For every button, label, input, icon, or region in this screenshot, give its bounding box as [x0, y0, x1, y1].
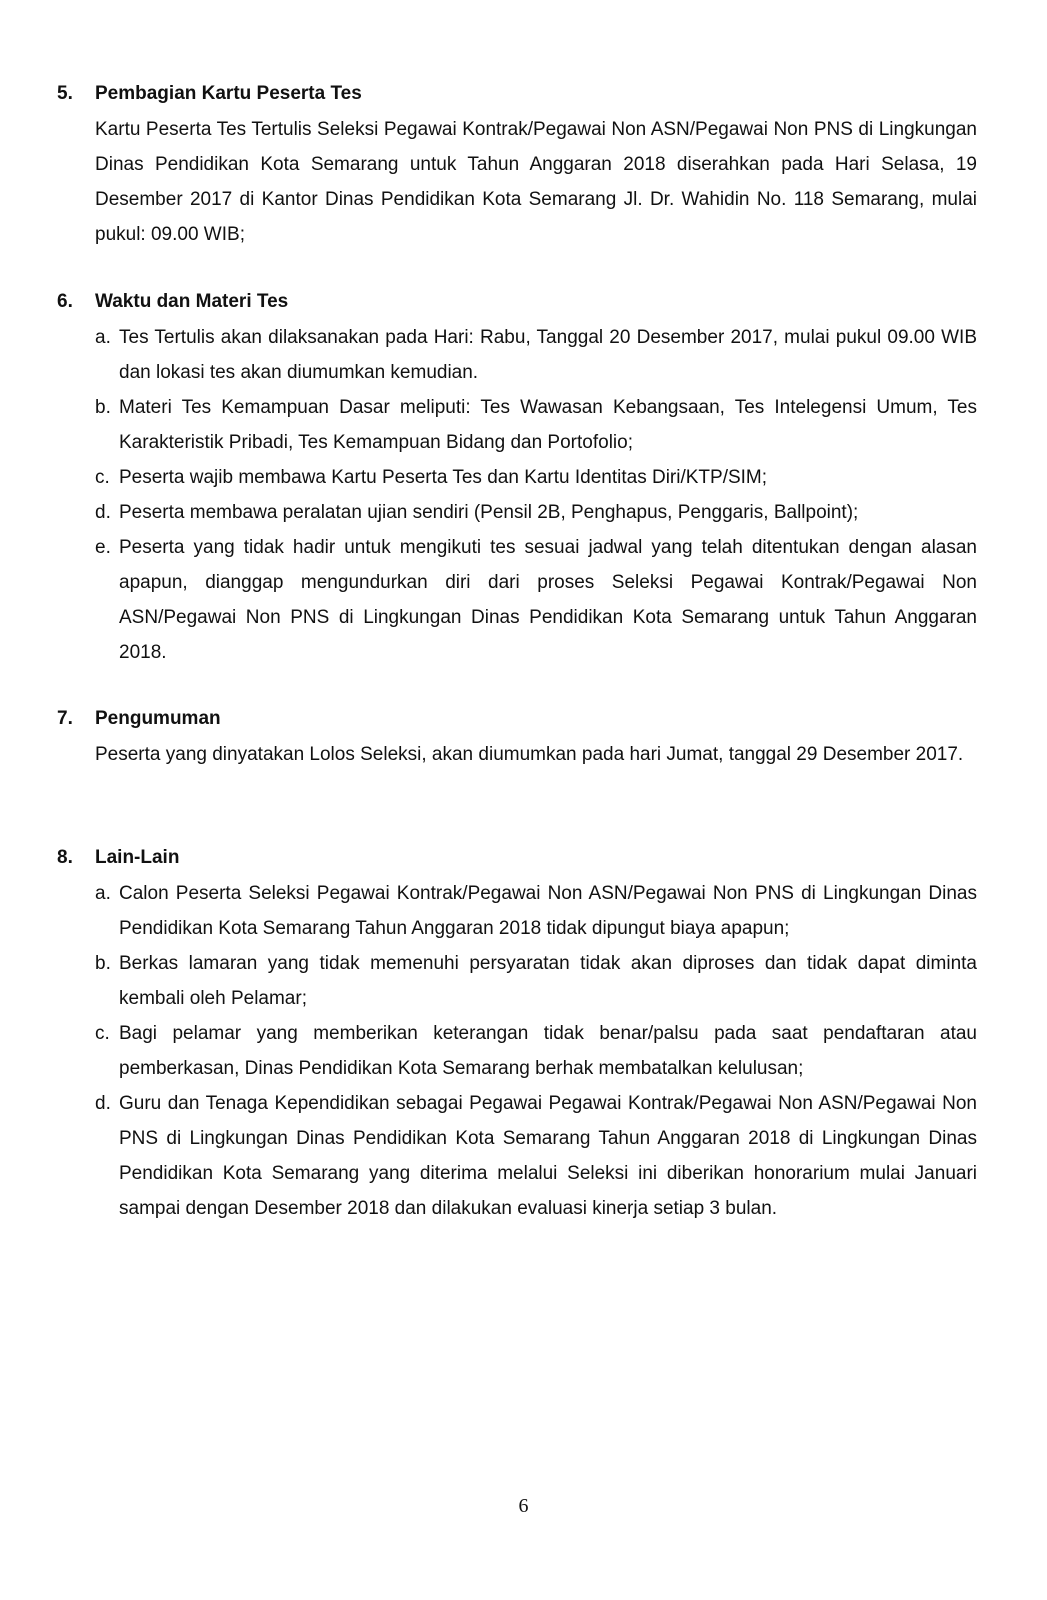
section-number: 5.	[57, 83, 73, 104]
list-item	[95, 1016, 977, 1086]
item-letter: e.	[95, 537, 111, 558]
section-heading	[57, 76, 977, 112]
item-text: Peserta wajib membawa Kartu Peserta Tes dan Kartu Identitas Diri/KTP/SIM;	[119, 467, 768, 488]
item-text: Calon Peserta Seleksi Pegawai Kontrak/Pegawai Non ASN/Pegawai Non PNS di Lingkungan Dinas Pendidikan Kota Semarang Tahun Anggaran 2018 tidak dipungut biaya apapun;	[119, 883, 977, 939]
item-text: Peserta yang tidak hadir untuk mengikuti tes sesuai jadwal yang telah ditentukan dengan alasan apapun, dianggap mengundurkan diri dari proses Seleksi Pegawai Kontrak/Pegawai Non ASN/Pegawai Non PNS di Lingkungan Dinas Pendidikan Kota Semarang untuk Tahun Anggaran 2018.	[119, 537, 977, 663]
item-letter: a.	[95, 327, 111, 348]
list-item	[95, 530, 977, 670]
list-item	[95, 460, 977, 495]
item-list	[95, 876, 977, 1226]
section-heading	[57, 701, 977, 737]
list-item	[95, 876, 977, 946]
item-letter: d.	[95, 502, 111, 523]
section-title: Waktu dan Materi Tes	[95, 291, 289, 312]
item-text: Bagi pelamar yang memberikan keterangan tidak benar/palsu pada saat pendaftaran atau pemberkasan, Dinas Pendidikan Kota Semarang berhak membatalkan kelulusan;	[119, 1023, 977, 1079]
item-letter: b.	[95, 397, 111, 418]
item-letter: c.	[95, 1023, 110, 1044]
section-heading	[57, 840, 977, 876]
page-number: 6	[518, 1495, 529, 1517]
section-number: 7.	[57, 708, 73, 729]
list-item	[95, 1086, 977, 1226]
item-letter: d.	[95, 1093, 111, 1114]
item-letter: a.	[95, 883, 111, 904]
section-title: Lain-Lain	[95, 847, 180, 868]
item-text: Materi Tes Kemampuan Dasar meliputi: Tes Wawasan Kebangsaan, Tes Intelegensi Umum, Tes Karakteristik Pribadi, Tes Kemampuan Bidang dan Portofolio;	[119, 397, 977, 453]
item-text: Tes Tertulis akan dilaksanakan pada Hari: Rabu, Tanggal 20 Desember 2017, mulai pukul 09.00 WIB dan lokasi tes akan diumumkan kemudian.	[119, 327, 977, 383]
section-5	[57, 76, 977, 252]
section-7	[57, 701, 977, 772]
section-number: 6.	[57, 291, 73, 312]
list-item	[95, 320, 977, 390]
list-item	[95, 946, 977, 1016]
section-number: 8.	[57, 847, 73, 868]
section-8	[57, 840, 977, 1226]
section-6	[57, 284, 977, 670]
item-text: Berkas lamaran yang tidak memenuhi persyaratan tidak akan diproses dan tidak dapat diminta kembali oleh Pelamar;	[119, 953, 977, 1009]
section-title: Pembagian Kartu Peserta Tes	[95, 83, 362, 104]
item-list	[95, 320, 977, 670]
section-title: Pengumuman	[95, 708, 221, 729]
section-paragraph: Peserta yang dinyatakan Lolos Seleksi, akan diumumkan pada hari Jumat, tanggal 29 Desember 2017.	[95, 744, 964, 765]
section-paragraph: Kartu Peserta Tes Tertulis Seleksi Pegawai Kontrak/Pegawai Non ASN/Pegawai Non PNS di Lingkungan Dinas Pendidikan Kota Semarang untuk Tahun Anggaran 2018 diserahkan pada Hari Selasa, 19 Desember 2017 di Kantor Dinas Pendidikan Kota Semarang Jl. Dr. Wahidin No. 118 Semarang, mulai pukul: 09.00 WIB;	[95, 119, 977, 245]
list-item	[95, 495, 977, 530]
item-text: Guru dan Tenaga Kependidikan sebagai Pegawai Pegawai Kontrak/Pegawai Non ASN/Pegawai Non PNS di Lingkungan Dinas Pendidikan Kota Semarang Tahun Anggaran 2018 di Lingkungan Dinas Pendidikan Kota Semarang yang diterima melalui Seleksi ini diberikan honorarium mulai Januari sampai dengan Desember 2018 dan dilakukan evaluasi kinerja setiap 3 bulan.	[119, 1093, 977, 1219]
item-letter: c.	[95, 467, 110, 488]
list-item	[95, 390, 977, 460]
section-heading	[57, 284, 977, 320]
item-letter: b.	[95, 953, 111, 974]
item-text: Peserta membawa peralatan ujian sendiri (Pensil 2B, Penghapus, Penggaris, Ballpoint);	[119, 502, 859, 523]
